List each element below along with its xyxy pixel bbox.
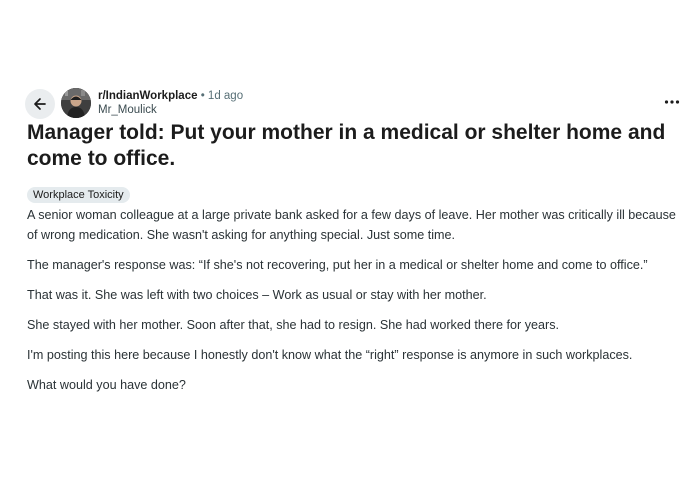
post-paragraph: The manager's response was: “If she's not recovering, put her in a medical or shelter home and come to office.” [27,258,648,272]
avatar[interactable] [61,88,91,118]
more-options-button[interactable] [661,92,683,112]
post-meta [98,89,243,117]
post-body [27,205,677,405]
subreddit-link[interactable]: r/IndianWorkplace [98,90,198,102]
post-paragraph: I'm posting this here because I honestly don't know what the “right” response is anymore in such workplaces. [27,348,633,362]
post-paragraph: A senior woman colleague at a large private bank asked for a few days of leave. Her mother was critically ill because of wrong medication. She wasn't asking for anything special. Just some time. [27,208,676,242]
back-button[interactable] [25,89,55,119]
arrow-left-icon [32,96,48,112]
post-title: Manager told: Put your mother in a medical or shelter home and come to office. [27,121,666,170]
more-horizontal-icon [664,99,680,105]
post-paragraph: She stayed with her mother. Soon after that, she had to resign. She had worked there for years. [27,318,560,332]
post-paragraph: That was it. She was left with two choices – Work as usual or stay with her mother. [27,288,487,302]
post-header [25,86,680,122]
post-paragraph: What would you have done? [27,378,186,392]
post-flair[interactable]: Workplace Toxicity [27,187,130,203]
meta-separator: • [200,90,205,102]
post-time: 1d ago [207,90,244,102]
subreddit-line [98,89,243,103]
user-avatar-icon [61,88,91,118]
author-link[interactable]: Mr_Moulick [98,104,157,116]
